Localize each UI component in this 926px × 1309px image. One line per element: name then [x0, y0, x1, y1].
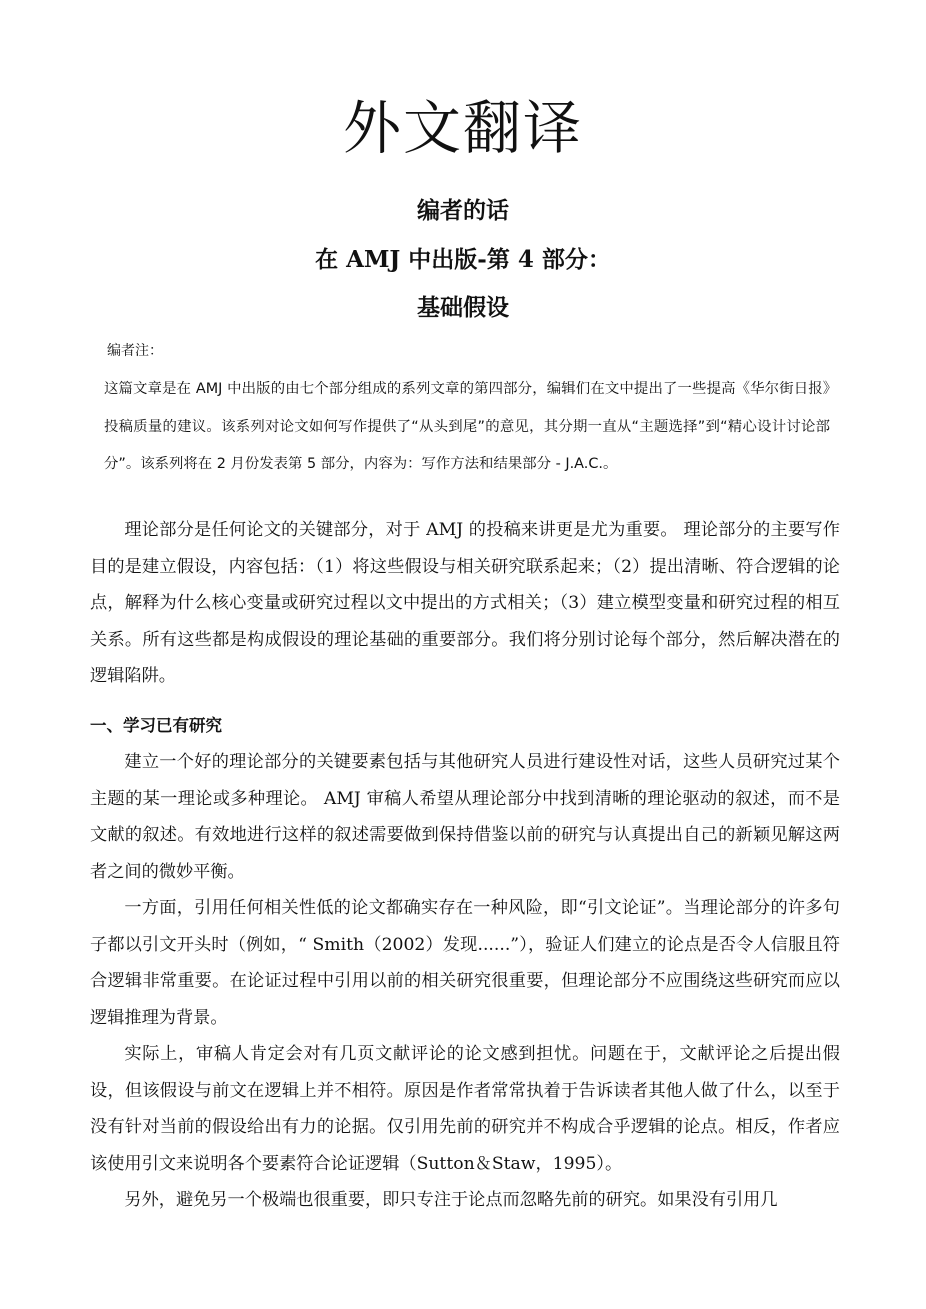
- subtitle-editors-words: 编者的话: [417, 197, 509, 224]
- document-title: 外文翻译: [342, 94, 583, 162]
- intro-section: [90, 512, 840, 695]
- body-paragraph: 建立一个好的理论部分的关键要素包括与其他研究人员进行建设性对话，这些人员研究过某个主题的某一理论或多种理论。 AMJ 审稿人希望从理论部分中找到清晰的理论驱动的叙述，而不是文献的叙述。有效地进行这样的叙述需要做到保持借鉴以前的研究与认真提出自己的新颖见解这两者之间的微妙平衡。: [90, 752, 840, 882]
- subtitle-series-part: 在 AMJ 中出版-第 4 部分：: [315, 246, 611, 273]
- section-heading: 一、学习已有研究: [90, 716, 222, 735]
- editor-note-label: 编者注：: [107, 343, 163, 359]
- intro-paragraph: 理论部分是任何论文的关键部分，对于 AMJ 的投稿来讲更是尤为重要。 理论部分的主要写作目的是建立假设，内容包括：（1）将这些假设与相关研究联系起来；（2）提出清晰、符合逻辑的论点，解释为什么核心变量或研究过程以文中提出的方式相关；（3）建立模型变量和研究过程的相互关系。所有这些都是构成假设的理论基础的重要部分。我们将分别讨论每个部分，然后解决潜在的逻辑陷阱。: [90, 520, 840, 686]
- body-paragraph: 实际上，审稿人肯定会对有几页文献评论的论文感到担忧。问题在于，文献评论之后提出假设，但该假设与前文在逻辑上并不相符。原因是作者常常执着于告诉读者其他人做了什么，以至于没有针对当前的假设给出有力的论据。仅引用先前的研究并不构成合乎逻辑的论点。相反，作者应该使用引文来说明各个要素符合论证逻辑（Sutton＆Staw，1995）。: [90, 1044, 840, 1174]
- subtitle-topic: 基础假设: [417, 294, 509, 321]
- body-paragraph: 一方面，引用任何相关性低的论文都确实存在一种风险，即“引文论证”。当理论部分的许多句子都以引文开头时（例如，“ Smith（2002）发现......”），验证人们建立的论点是否令人信服且符合逻辑非常重要。在论证过程中引用以前的相关研究很重要，但理论部分不应围绕这些研究而应以逻辑推理为背景。: [90, 898, 840, 1028]
- section-body: [90, 744, 840, 1219]
- editor-note-text: 这篇文章是在 AMJ 中出版的由七个部分组成的系列文章的第四部分，编辑们在文中提出了一些提高《华尔街日报》投稿质量的建议。该系列对论文如何写作提供了“从头到尾”的意见，其分期一直从“主题选择”到“精心设计讨论部分”。该系列将在 2 月份发表第 5 部分，内容为：写作方法和结果部分 - J.A.C.。: [104, 381, 830, 472]
- body-paragraph: 另外，避免另一个极端也很重要，即只专注于论点而忽略先前的研究。如果没有引用几: [124, 1190, 778, 1210]
